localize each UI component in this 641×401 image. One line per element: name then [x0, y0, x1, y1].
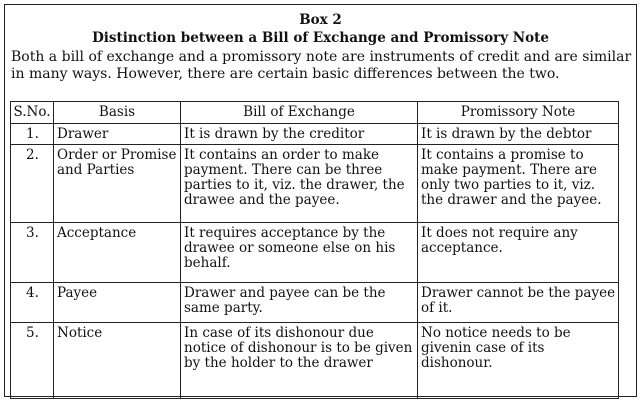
- box-title: Distinction between a Bill of Exchange and Promissory Note: [92, 30, 549, 46]
- box-label: Box 2: [299, 12, 342, 28]
- cell-sno: 3.: [11, 223, 54, 283]
- cell-bill: In case of its dishonour due notice of dishonour is to be given by the holder to the drawer: [181, 323, 418, 399]
- cell-sno: 5.: [11, 323, 54, 399]
- table-row: [11, 283, 619, 323]
- table-row: [11, 323, 619, 399]
- cell-basis: Notice: [54, 323, 181, 399]
- box-2: [4, 4, 637, 397]
- cell-note: It contains a promise to make payment. There are only two parties to it, viz. the drawer and the payee.: [418, 145, 619, 223]
- header-bill-of-exchange: Bill of Exchange: [181, 102, 418, 124]
- cell-note: Drawer cannot be the payee of it.: [418, 283, 619, 323]
- header-sno: S.No.: [11, 102, 54, 124]
- cell-bill: Drawer and payee can be the same party.: [181, 283, 418, 323]
- cell-note: No notice needs to be givenin case of its dishonour.: [418, 323, 619, 399]
- intro-paragraph: Both a bill of exchange and a promissory note are instruments of credit and are similar in many ways. However, there are certain basic differences between the two.: [11, 49, 632, 82]
- cell-bill: It is drawn by the creditor: [181, 124, 418, 145]
- cell-note: It does not require any acceptance.: [418, 223, 619, 283]
- cell-bill: It requires acceptance by the drawee or someone else on his behalf.: [181, 223, 418, 283]
- cell-bill: It contains an order to make payment. There can be three parties to it, viz. the drawer, the drawee and the payee.: [181, 145, 418, 223]
- cell-basis: Drawer: [54, 124, 181, 145]
- comparison-table: [10, 101, 619, 399]
- cell-sno: 1.: [11, 124, 54, 145]
- table-header-row: [11, 102, 619, 124]
- cell-basis: Payee: [54, 283, 181, 323]
- cell-sno: 4.: [11, 283, 54, 323]
- cell-note: It is drawn by the debtor: [418, 124, 619, 145]
- header-basis: Basis: [54, 102, 181, 124]
- table-row: [11, 124, 619, 145]
- table-row: [11, 223, 619, 283]
- cell-sno: 2.: [11, 145, 54, 223]
- header-promissory-note: Promissory Note: [418, 102, 619, 124]
- cell-basis: Order or Promise and Parties: [54, 145, 181, 223]
- cell-basis: Acceptance: [54, 223, 181, 283]
- table-row: [11, 145, 619, 223]
